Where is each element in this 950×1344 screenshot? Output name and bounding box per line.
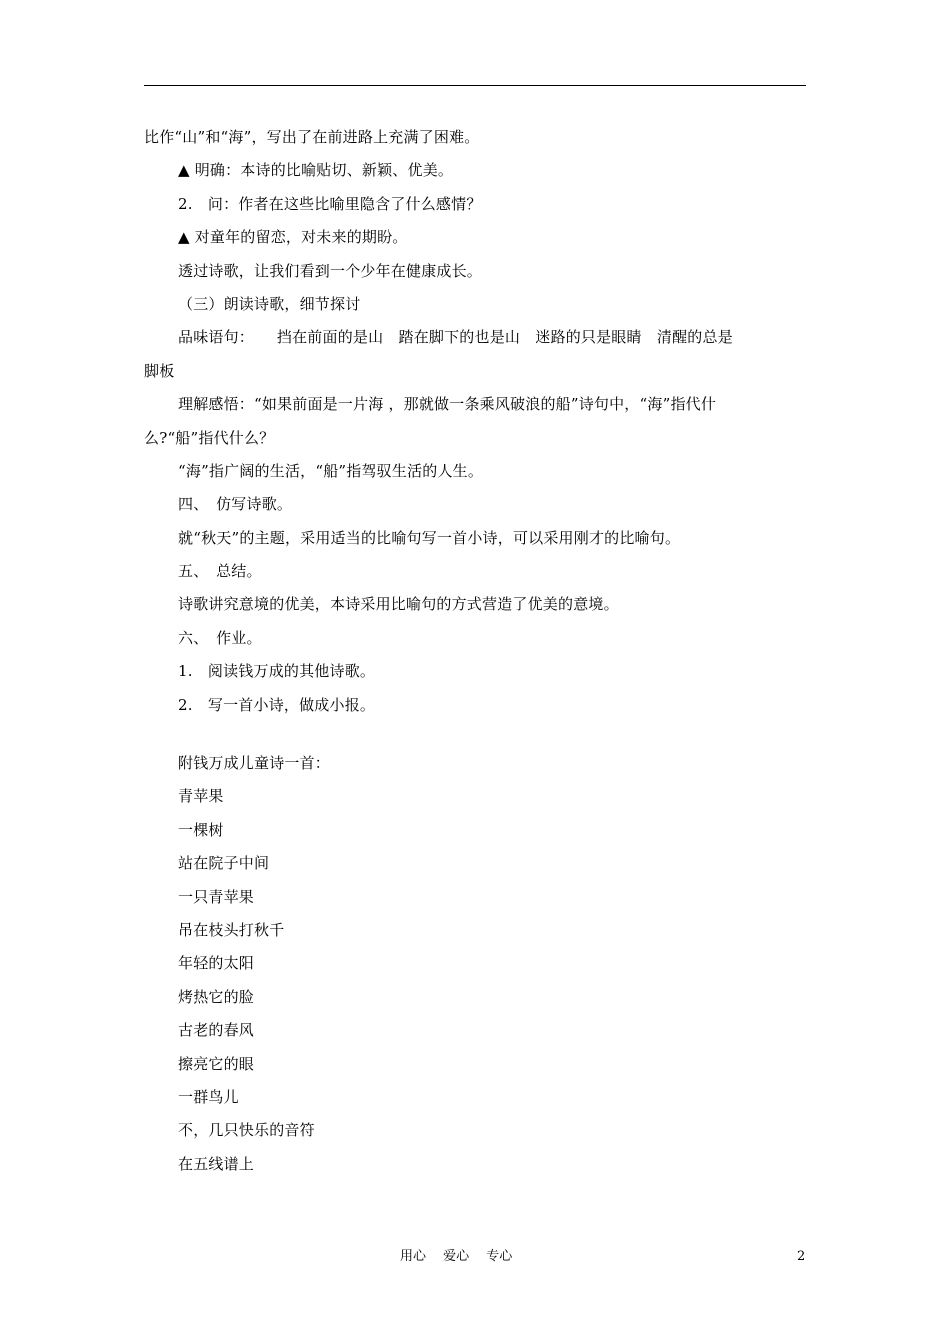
- poem-line: 站在院子中间: [178, 854, 270, 873]
- poem-line: 不，几只快乐的音符: [178, 1121, 315, 1140]
- paragraph-line: 2. 问：作者在这些比喻里隐含了什么感情？: [178, 194, 482, 213]
- page-number: 2: [797, 1249, 806, 1264]
- poem-intro: 附钱万成儿童诗一首：: [178, 754, 331, 773]
- paragraph-line: 么?“船”指代什么？: [144, 428, 275, 447]
- section-heading: 五、 总结。: [178, 562, 262, 581]
- paragraph-line: 脚板: [144, 361, 175, 380]
- poem-line: 烤热它的脸: [178, 987, 255, 1006]
- header-rule: [144, 85, 806, 86]
- paragraph-line: ▲ 明确：本诗的比喻贴切、新颖、优美。: [178, 161, 454, 180]
- paragraph-line: 比作“山”和“海”，写出了在前进路上充满了困难。: [144, 128, 480, 146]
- poem-line: 擦亮它的眼: [178, 1054, 255, 1073]
- poem-line: 古老的春风: [178, 1021, 255, 1040]
- paragraph-line: “海”指广阔的生活，“船”指驾驭生活的人生。: [178, 461, 484, 480]
- section-heading: 四、 仿写诗歌。: [178, 495, 293, 514]
- poem-line: 一只青苹果: [178, 887, 255, 906]
- blank-line: [144, 722, 806, 747]
- poem-line: 一群鸟儿: [178, 1087, 239, 1106]
- poem-line: 在五线谱上: [178, 1154, 255, 1173]
- poem-line: 吊在枝头打秋千: [178, 920, 285, 939]
- paragraph-line: 理解感悟：“如果前面是一片海 ，那就做一条乘风破浪的船”诗句中，“海”指代什: [178, 395, 717, 414]
- section-heading: 六、 作业。: [178, 628, 262, 647]
- paragraph-line: 就“秋天”的主题，采用适当的比喻句写一首小诗，可以采用刚才的比喻句。: [178, 528, 681, 547]
- poem-title: 青苹果: [178, 787, 224, 806]
- poem-line: 年轻的太阳: [178, 954, 255, 973]
- document-body: [144, 121, 806, 1181]
- poem-line: 一棵树: [178, 820, 224, 839]
- homework-item: 1. 阅读钱万成的其他诗歌。: [178, 662, 376, 681]
- footer-motto: 用心 爱心 专心: [400, 1249, 513, 1264]
- paragraph-line: 透过诗歌，让我们看到一个少年在健康成长。: [178, 261, 483, 280]
- paragraph-line: ▲ 对童年的留恋，对未来的期盼。: [178, 228, 408, 247]
- homework-item: 2. 写一首小诗，做成小报。: [178, 695, 376, 714]
- paragraph-line: 诗歌讲究意境的优美，本诗采用比喻句的方式营造了优美的意境。: [178, 595, 619, 614]
- paragraph-line: 品味语句： 挡在前面的是山 踏在脚下的也是山 迷路的只是眼睛 清醒的总是: [178, 328, 733, 347]
- section-heading: （三）朗读诗歌，细节探讨: [178, 294, 361, 313]
